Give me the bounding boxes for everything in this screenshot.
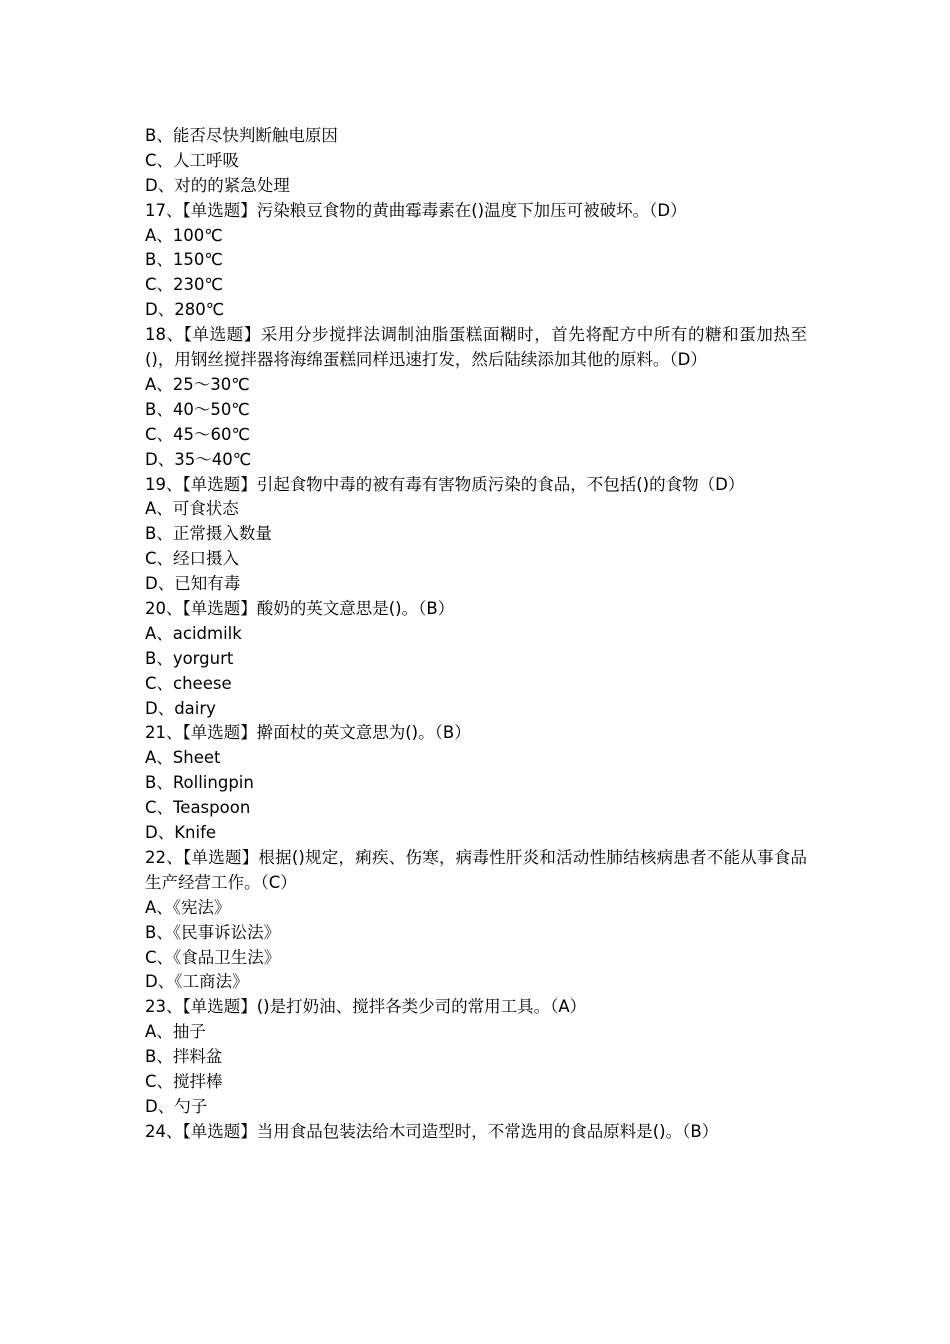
option-text: D、《工商法》 — [145, 972, 249, 992]
question-text: 24、【单选题】当用食品包装法给木司造型时，不常选用的食品原料是()。（B） — [145, 1121, 719, 1141]
option-text: D、勺子 — [145, 1096, 208, 1116]
option-text: D、280℃ — [145, 300, 225, 320]
option-text: B、Rollingpin — [145, 773, 254, 793]
option-text: C、人工呼吸 — [145, 150, 240, 170]
option-text: B、40～50℃ — [145, 399, 250, 419]
option-text: B、yorgurt — [145, 648, 234, 668]
option-text: C、《食品卫生法》 — [145, 947, 281, 967]
option-text: D、dairy — [145, 698, 216, 718]
option-text: C、经口摄入 — [145, 549, 240, 569]
option-text: C、Teaspoon — [145, 798, 251, 818]
question-text: 21、【单选题】擀面杖的英文意思为()。（B） — [145, 723, 471, 743]
option-text: A、25～30℃ — [145, 374, 250, 394]
question-text: 22、【单选题】根据()规定，痢疾、伤寒，病毒性肝炎和活动性肺结核病患者不能从事食品生产经营工作。（C） — [145, 847, 807, 892]
option-text: B、正常摄入数量 — [145, 524, 272, 544]
option-text: C、45～60℃ — [145, 424, 251, 444]
option-text: D、35～40℃ — [145, 449, 252, 469]
option-text: A、acidmilk — [145, 623, 242, 643]
option-text: C、cheese — [145, 673, 232, 693]
option-text: D、已知有毒 — [145, 574, 241, 594]
question-text: 17、【单选题】污染粮豆食物的黄曲霉毒素在()温度下加压可被破坏。（D） — [145, 200, 687, 220]
question-text: 19、【单选题】引起食物中毒的被有毒有害物质污染的食品，不包括()的食物（D） — [145, 474, 745, 494]
option-text: B、150℃ — [145, 250, 223, 270]
option-text: B、拌料盆 — [145, 1047, 223, 1067]
question-text: 20、【单选题】酸奶的英文意思是()。（B） — [145, 598, 455, 618]
document-page — [145, 124, 807, 1145]
option-text: A、可食状态 — [145, 499, 239, 519]
question-text: 23、【单选题】()是打奶油、搅拌各类少司的常用工具。（A） — [145, 997, 587, 1017]
option-text: D、对的的紧急处理 — [145, 175, 290, 195]
option-text: B、能否尽快判断触电原因 — [145, 126, 338, 145]
option-text: A、Sheet — [145, 748, 221, 768]
option-text: A、100℃ — [145, 225, 223, 245]
question-text: 18、【单选题】采用分步搅拌法调制油脂蛋糕面糊时，首先将配方中所有的糖和蛋加热至()，用钢丝搅拌器将海绵蛋糕同样迅速打发，然后陆续添加其他的原料。（D） — [145, 325, 807, 370]
option-text: A、《宪法》 — [145, 897, 231, 917]
option-text: A、抽子 — [145, 1022, 206, 1042]
option-text: C、搅拌棒 — [145, 1071, 223, 1091]
option-text: B、《民事诉讼法》 — [145, 922, 281, 942]
option-text: D、Knife — [145, 823, 217, 843]
option-text: C、230℃ — [145, 275, 224, 295]
